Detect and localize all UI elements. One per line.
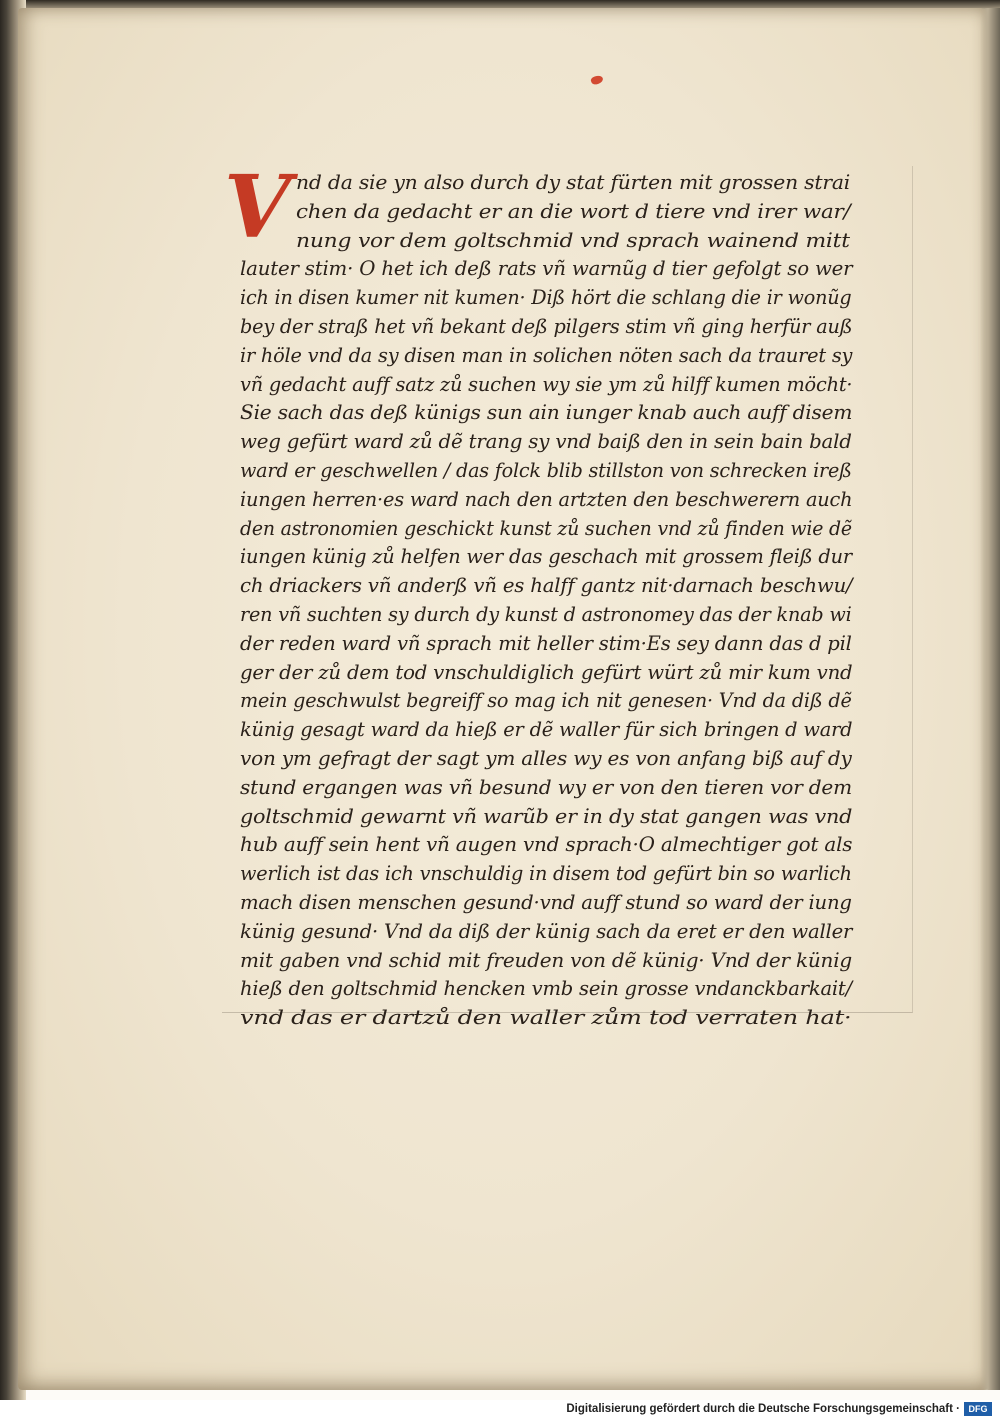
text-line: hub auff sein hent vñ augen vnd sprach·O almechtiger got als [240, 833, 853, 857]
text-line: bey der straß het vñ bekant deß pilgers stim vñ ging herfür auß [240, 315, 853, 338]
text-line: mein geschwulst begreiff so mag ich nit genesen· Vnd da diß dẽ [240, 689, 852, 713]
text-line: ward er geschwellen / das folck blib stillston von schrecken ireß [240, 459, 852, 482]
text-line: lauter stim· O het ich deß rats vñ warnũg d tier gefolgt so wer [240, 257, 853, 281]
text-line: chen da gedacht er an die wort d tiere vnd irer war/ [296, 199, 851, 223]
text-line: iungen herren·es ward nach den artzten den beschwerern auch [240, 487, 853, 511]
text-line: Sie sach das deß künigs sun ain iunger knab auch auff disem [240, 401, 853, 425]
text-line: werlich ist das ich vnschuldig in disem tod gefürt bin so warlich [240, 862, 852, 886]
text-line: mit gaben vnd schid mit freuden von dẽ künig· Vnd der künig [240, 948, 852, 972]
text-line: der reden ward vñ sprach mit heller stim·Es sey dann das d pil [240, 631, 852, 655]
text-line: künig gesagt ward da hieß er dẽ waller für sich bringen d ward [240, 718, 853, 742]
text-line: weg gefürt ward zů dẽ trang sy vnd baiß den in sein bain bald [240, 430, 852, 454]
text-line: hieß den goltschmid hencken vmb sein grosse vndanckbarkait/ [240, 977, 852, 1001]
text-line: ir höle vnd da sy disen man in solichen nöten sach da trauret sy [240, 343, 853, 367]
text-line: von ym gefragt der sagt ym alles wy es von anfang biß auf dy [240, 747, 852, 770]
text-line: stund ergangen was vñ besund wy er von den tieren vor dem [240, 775, 852, 799]
text-line: künig gesund· Vnd da diß der künig sach da eret er den waller [240, 919, 853, 943]
text-line: nung vor dem goltschmid vnd sprach wainend mitt [296, 228, 850, 252]
text-line: goltschmid gewarnt vñ warũb er in dy stat gangen was vnd [240, 804, 853, 828]
text-line: nd da sie yn also durch dy stat fürten mit grossen strai [296, 171, 851, 194]
text-line: vñ gedacht auff satz zů suchen wy sie ym zů hilff kumen möcht· [240, 372, 853, 396]
text-line: ich in disen kumer nit kumen· Diß hört die schlang die ir wonũg [240, 286, 852, 310]
page-fore-edge [980, 8, 1000, 1390]
text-line: ch driackers vñ anderß vñ es halff gantz nit·darnach beschwu/ [240, 574, 853, 598]
dfg-logo-icon: DFG [964, 1402, 992, 1416]
text-line: den astronomien geschickt kunst zů suchen vnd zů finden wie dẽ [240, 516, 852, 540]
text-line: mach disen menschen gesund·vnd auff stund so ward der iung [240, 891, 852, 914]
footer-credit: Digitalisierung gefördert durch die Deutsche Forschungsgemeinschaft · [566, 1403, 960, 1415]
text-line: vnd das er dartzů den waller zům tod verraten hat· [240, 1006, 852, 1030]
text-line: ren vñ suchten sy durch dy kunst d astronomey das der knab wi [240, 603, 852, 626]
rubricated-initial: V [224, 157, 291, 258]
text-line: ger der zů dem tod vnschuldiglich gefürt würt zů mir kum vnd [240, 660, 853, 684]
text-line: iungen künig zů helfen wer das geschach mit grossem fleiß dur [240, 545, 852, 569]
